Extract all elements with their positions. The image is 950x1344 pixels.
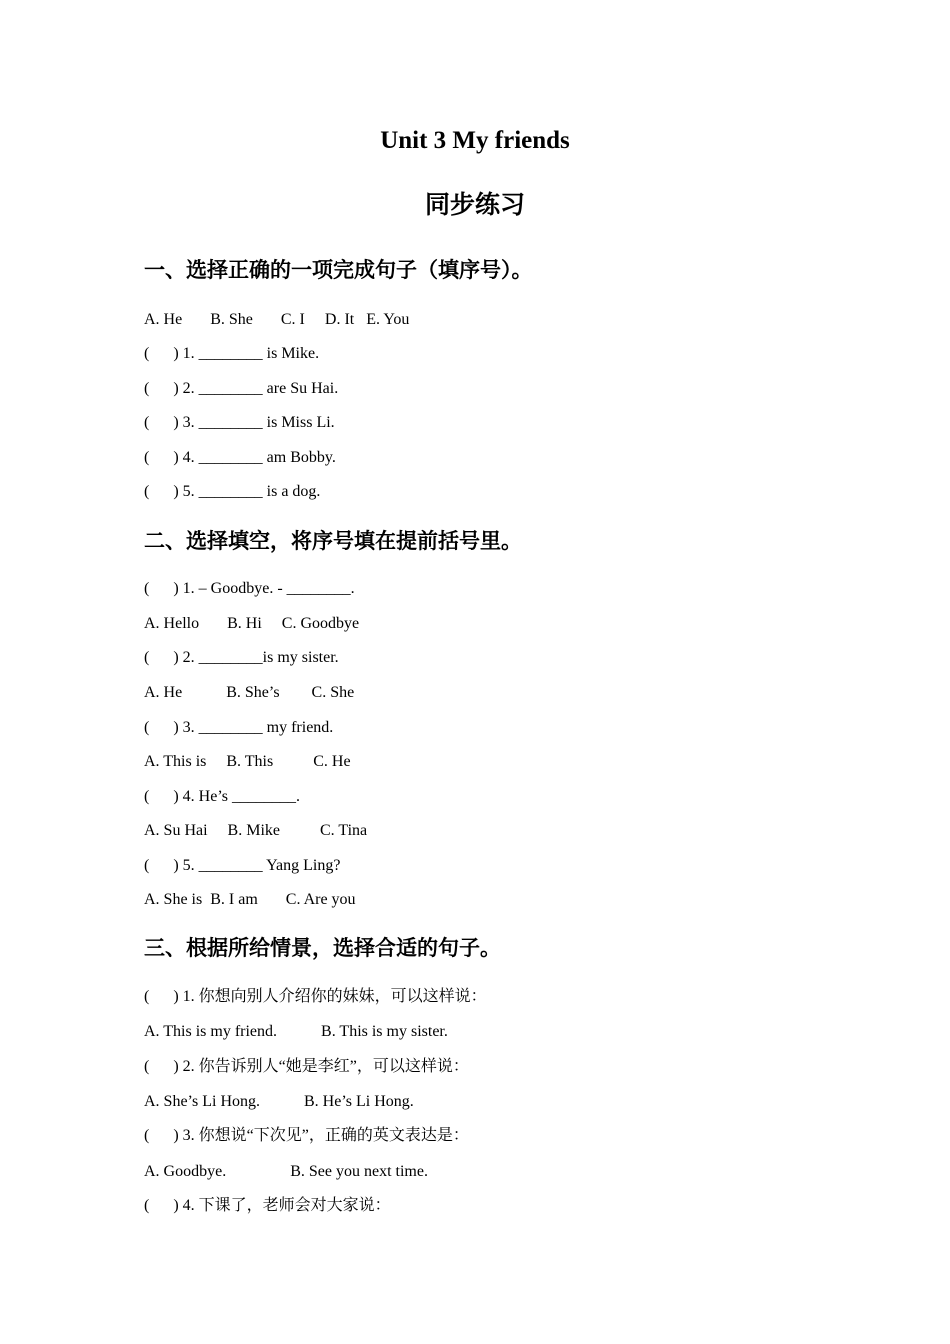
- question-line: ( ) 2. ________is my sister.: [144, 649, 339, 666]
- question-line: ( ) 4. He’s ________.: [144, 788, 300, 805]
- answer-options: A. Goodbye. B. See you next time.: [144, 1163, 428, 1180]
- answer-options: A. She is B. I am C. Are you: [144, 891, 356, 908]
- section-1-heading: 一、选择正确的一项完成句子（填序号）。: [144, 258, 533, 282]
- answer-options: A. This is B. This C. He: [144, 753, 351, 770]
- question-line: ( ) 4. ________ am Bobby.: [144, 449, 336, 466]
- question-line: ( ) 1. 你想向别人介绍你的妹妹，可以这样说：: [144, 988, 487, 1005]
- section-2-heading: 二、选择填空，将序号填在提前括号里。: [144, 529, 522, 553]
- section-3-heading: 三、根据所给情景，选择合适的句子。: [144, 936, 501, 960]
- question-line: ( ) 3. ________ my friend.: [144, 719, 334, 736]
- question-line: ( ) 2. 你告诉别人“她是李红”，可以这样说：: [144, 1058, 469, 1075]
- answer-options: A. She’s Li Hong. B. He’s Li Hong.: [144, 1093, 414, 1110]
- question-line: ( ) 3. 你想说“下次见”，正确的英文表达是：: [144, 1127, 469, 1144]
- question-line: ( ) 1. ________ is Mike.: [144, 345, 320, 362]
- question-line: ( ) 3. ________ is Miss Li.: [144, 414, 335, 431]
- page-title: Unit 3 My friends: [380, 127, 570, 154]
- answer-options: A. This is my friend. B. This is my sister.: [144, 1023, 448, 1040]
- section-1-options: A. He B. She C. I D. It E. You: [144, 311, 410, 328]
- answer-options: A. He B. She’s C. She: [144, 684, 355, 701]
- answer-options: A. Su Hai B. Mike C. Tina: [144, 822, 368, 839]
- answer-options: A. Hello B. Hi C. Goodbye: [144, 615, 360, 632]
- page-subtitle: 同步练习: [424, 192, 525, 219]
- question-line: ( ) 5. ________ is a dog.: [144, 483, 321, 500]
- question-line: ( ) 2. ________ are Su Hai.: [144, 380, 339, 397]
- question-line: ( ) 4. 下课了，老师会对大家说：: [144, 1197, 391, 1214]
- question-line: ( ) 1. – Goodbye. - ________.: [144, 580, 355, 597]
- question-line: ( ) 5. ________ Yang Ling?: [144, 857, 341, 874]
